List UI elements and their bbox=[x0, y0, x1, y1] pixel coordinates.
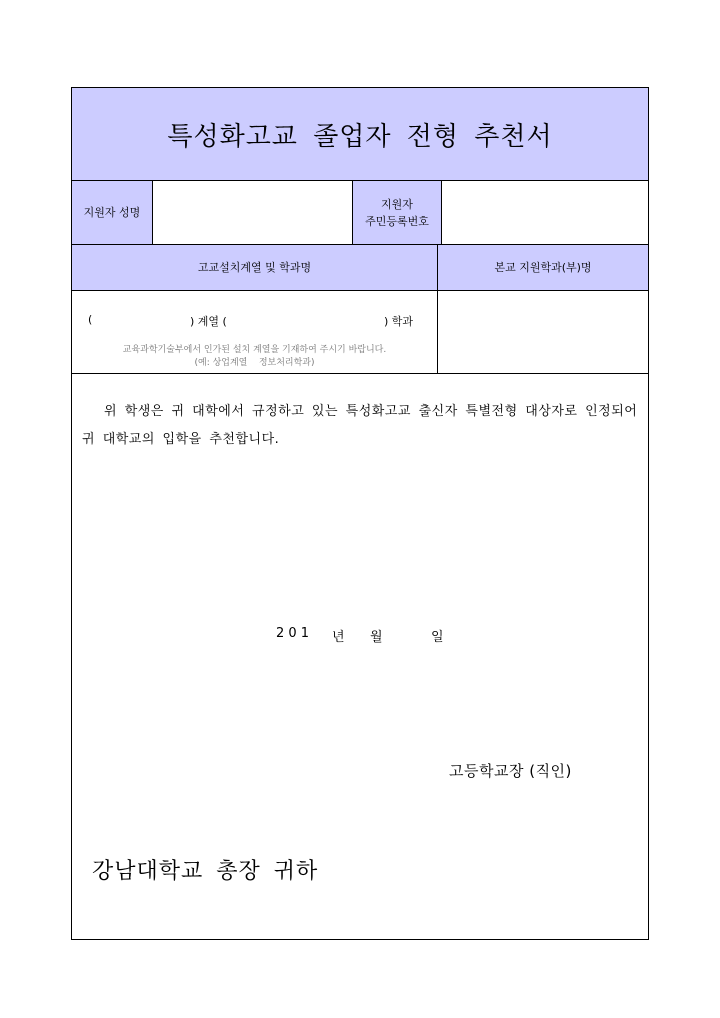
dept-major-suffix: ) 학과 bbox=[384, 315, 414, 328]
dept-series-suffix: ) 계열 ( bbox=[190, 315, 227, 328]
date-year: 2 0 1 bbox=[276, 626, 310, 641]
body-line-1: 위 학생은 귀 대학에서 규정하고 있는 특성화고교 출신자 특별전형 대상자로 인정되어 bbox=[104, 404, 638, 419]
signer-line: 고등학교장 (직인) bbox=[449, 762, 572, 780]
series-input[interactable] bbox=[106, 311, 188, 327]
date-month-unit: 월 bbox=[370, 630, 383, 645]
body-line-2: 귀 대학교의 입학을 추천합니다. bbox=[82, 432, 280, 447]
resident-id-label-line2: 주민등록번호 bbox=[365, 214, 429, 228]
form-title: 특성화고교 졸업자 전형 추천서 bbox=[72, 88, 648, 180]
applicant-name-field[interactable] bbox=[153, 181, 352, 244]
dept-open-paren: ( bbox=[88, 313, 93, 326]
dept-note-line2: (예: 상업계열 정보처리학과) bbox=[194, 358, 315, 368]
resident-id-label bbox=[353, 181, 441, 244]
divider bbox=[72, 373, 648, 374]
dept-note-line1: 교육과학기술부에서 인가된 설치 계열을 기재하여 주시기 바랍니다. bbox=[122, 345, 387, 355]
univ-dept-header: 본교 지원학과(부)명 bbox=[438, 245, 648, 290]
major-input[interactable] bbox=[244, 311, 380, 327]
date-line bbox=[72, 626, 648, 646]
recommendation-body bbox=[82, 398, 642, 454]
resident-id-field[interactable] bbox=[442, 181, 648, 244]
recommendation-form bbox=[71, 87, 649, 940]
univ-dept-field[interactable] bbox=[438, 291, 648, 373]
date-day-unit: 일 bbox=[431, 630, 444, 645]
applicant-name-label: 지원자 성명 bbox=[72, 181, 152, 244]
hs-dept-cell bbox=[72, 291, 437, 373]
addressee: 강남대학교 총장 귀하 bbox=[92, 859, 319, 884]
hs-dept-header: 고교설치계열 및 학과명 bbox=[72, 245, 437, 290]
date-year-unit: 년 bbox=[332, 630, 345, 645]
resident-id-label-line1: 지원자 bbox=[381, 197, 413, 211]
